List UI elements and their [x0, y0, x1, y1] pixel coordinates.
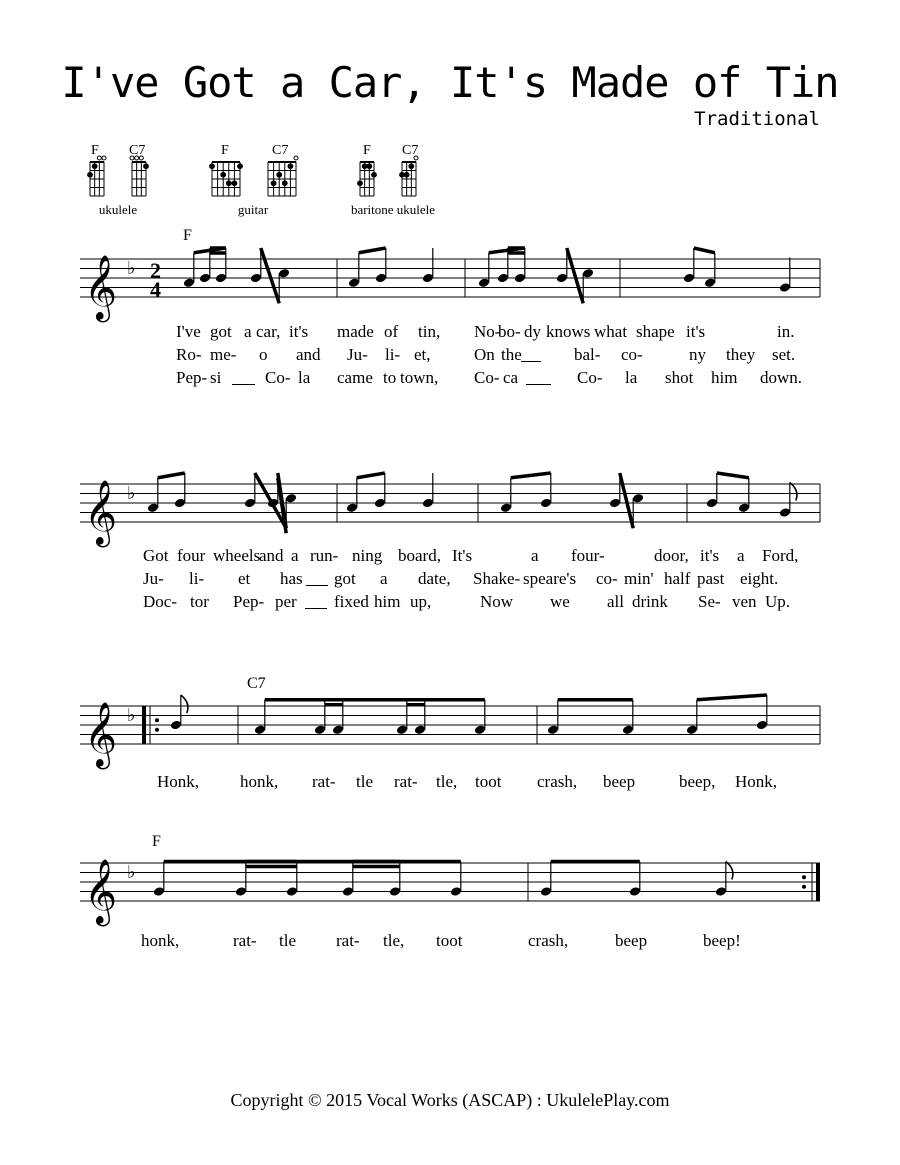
- lyric-syllable: et,: [414, 345, 431, 364]
- lyric-syllable: town,: [400, 368, 439, 387]
- note-beam: [620, 473, 633, 528]
- lyric-syllable: rat-: [233, 931, 257, 950]
- lyric-syllable: has: [280, 569, 303, 588]
- lyric-syllable: Ford,: [762, 546, 799, 565]
- lyric-syllable: Honk,: [735, 772, 778, 791]
- diagram-chord-name: F: [363, 143, 371, 158]
- diagram-chord-name: F: [91, 143, 99, 158]
- note-flag: [790, 483, 797, 501]
- lyric-syllable: beep: [603, 772, 636, 791]
- lyric-syllable: Got: [143, 546, 169, 565]
- lyric-syllable: ning: [352, 546, 383, 565]
- treble-clef: 𝄞: [84, 482, 118, 544]
- lyric-syllable: o: [259, 345, 268, 364]
- lyric-syllable: co-: [596, 569, 618, 588]
- lyric-syllable: him: [711, 368, 738, 387]
- lyric-syllable: tor: [190, 592, 209, 611]
- lyric-syllable: they: [726, 345, 756, 364]
- lyric-syllable: set.: [772, 345, 796, 364]
- composer-credit: Traditional: [694, 108, 820, 130]
- lyric-syllable: up,: [410, 592, 432, 611]
- lyric-syllable: me-: [210, 345, 237, 364]
- diagram-label-ukulele: ukulele: [98, 202, 138, 217]
- lyric-syllable: honk,: [141, 931, 180, 950]
- lyric-extender: [526, 384, 551, 385]
- lyric-syllable: rat-: [336, 931, 360, 950]
- note-beam: [158, 473, 185, 478]
- lyric-syllable: got: [334, 569, 356, 588]
- lyric-syllable: rat-: [394, 772, 418, 791]
- diagram-label-guitar: guitar: [237, 202, 269, 217]
- lyric-syllable: co-: [621, 345, 643, 364]
- lyric-syllable: date,: [418, 569, 451, 588]
- lyric-extender: [305, 608, 327, 609]
- lyric-syllable: Ju-: [143, 569, 164, 588]
- repeat-dot: [802, 875, 806, 879]
- lyric-syllable: crash,: [528, 931, 569, 950]
- lyric-syllable: It's: [452, 546, 473, 565]
- lyric-syllable: the: [501, 345, 522, 364]
- lyric-syllable: li-: [385, 345, 401, 364]
- lyric-syllable: all: [607, 592, 624, 611]
- lyric-syllable: a: [244, 322, 252, 341]
- diagram-label-baritone: baritone ukulele: [350, 202, 436, 217]
- lyric-syllable: a: [531, 546, 539, 565]
- lyric-syllable: beep: [615, 931, 648, 950]
- lyric-syllable: wheels: [213, 546, 261, 565]
- lyric-syllable: bal-: [574, 345, 601, 364]
- repeat-dot: [155, 728, 159, 732]
- lyric-extender: [521, 361, 541, 362]
- lyric-syllable: of: [384, 322, 399, 341]
- lyric-syllable: past: [697, 569, 725, 588]
- lyric-syllable: and: [259, 546, 284, 565]
- lyric-syllable: four-: [571, 546, 605, 565]
- lyric-syllable: we: [550, 592, 570, 611]
- lyric-syllable: beep!: [703, 931, 741, 950]
- note-flag: [181, 695, 188, 713]
- lyric-syllable: dy: [524, 322, 541, 341]
- lyric-syllable: it's: [700, 546, 720, 565]
- lyric-syllable: rat-: [312, 772, 336, 791]
- lyric-syllable: a: [291, 546, 299, 565]
- lyric-syllable: tin,: [418, 322, 441, 341]
- lyric-extender: [306, 585, 328, 586]
- diagram-chord-name: F: [221, 143, 229, 158]
- lyric-syllable: per: [275, 592, 297, 611]
- key-signature-flat: ♭: [127, 258, 136, 279]
- key-signature-flat: ♭: [127, 483, 136, 504]
- lyric-syllable: la: [625, 368, 638, 387]
- lyric-syllable: crash,: [537, 772, 578, 791]
- chord-symbol: F: [152, 833, 161, 850]
- lyric-syllable: tle,: [436, 772, 458, 791]
- lyric-syllable: in.: [777, 322, 795, 341]
- lyric-syllable: Se-: [698, 592, 721, 611]
- chord-symbol: F: [183, 227, 192, 244]
- diagram-chord-name: C7: [272, 143, 289, 158]
- lyric-syllable: Ro-: [176, 345, 202, 364]
- lyric-syllable: I've: [176, 322, 201, 341]
- lyric-syllable: made: [337, 322, 374, 341]
- lyric-syllable: ven: [732, 592, 757, 611]
- lyric-syllable: it's: [289, 322, 309, 341]
- repeat-dot: [155, 718, 159, 722]
- note-beam: [357, 473, 385, 478]
- lyric-syllable: what: [594, 322, 628, 341]
- note-beam: [717, 473, 749, 478]
- lyric-syllable: four: [177, 546, 206, 565]
- lyric-syllable: speare's: [523, 569, 577, 588]
- copyright-notice: Copyright © 2015 Vocal Works (ASCAP) : UkulelePlay.com: [230, 1090, 670, 1110]
- lyric-syllable: a: [380, 569, 388, 588]
- lyric-syllable: Honk,: [157, 772, 200, 791]
- lyric-syllable: half: [664, 569, 691, 588]
- lyric-syllable: car,: [256, 322, 281, 341]
- key-signature-flat: ♭: [127, 705, 136, 726]
- note-beam: [261, 248, 279, 303]
- lyric-syllable: On: [474, 345, 495, 364]
- lyric-syllable: came: [337, 368, 373, 387]
- note-beam: [511, 473, 551, 478]
- note-beam: [359, 248, 386, 253]
- lyric-syllable: got: [210, 322, 232, 341]
- lyric-syllable: Up.: [765, 592, 791, 611]
- lyric-syllable: li-: [189, 569, 205, 588]
- song-title: I've Got a Car, It's Made of Tin: [61, 58, 839, 107]
- diagram-chord-name: C7: [402, 143, 419, 158]
- lyric-syllable: si: [210, 368, 222, 387]
- note-beam: [694, 248, 715, 253]
- lyric-syllable: min': [624, 569, 654, 588]
- lyric-syllable: and: [296, 345, 321, 364]
- key-signature-flat: ♭: [127, 862, 136, 883]
- lyric-syllable: Ju-: [347, 345, 368, 364]
- lyric-syllable: run-: [310, 546, 339, 565]
- lyric-syllable: Co-: [265, 368, 291, 387]
- lyric-syllable: honk,: [240, 772, 279, 791]
- lyric-extender: [232, 384, 255, 385]
- repeat-dot: [802, 885, 806, 889]
- lyric-syllable: beep,: [679, 772, 716, 791]
- lyric-syllable: toot: [436, 931, 463, 950]
- lyric-syllable: knows: [546, 322, 591, 341]
- lyric-syllable: it's: [686, 322, 706, 341]
- lyric-syllable: ca: [503, 368, 519, 387]
- lyric-syllable: tle: [279, 931, 296, 950]
- lyric-syllable: to: [383, 368, 397, 387]
- chord-symbol: C7: [247, 675, 266, 692]
- lyric-syllable: Pep-: [176, 368, 208, 387]
- treble-clef: 𝄞: [84, 257, 118, 319]
- lyric-syllable: Shake-: [473, 569, 521, 588]
- note-beam: [278, 478, 286, 533]
- lyric-syllable: Pep-: [233, 592, 265, 611]
- note-beam: [697, 695, 767, 700]
- lyric-syllable: board,: [398, 546, 441, 565]
- lyric-syllable: Co-: [577, 368, 603, 387]
- lyric-syllable: tle,: [383, 931, 405, 950]
- lyric-syllable: Co-: [474, 368, 500, 387]
- lyric-syllable: drink: [632, 592, 668, 611]
- lyric-syllable: ny: [689, 345, 706, 364]
- note-flag: [726, 862, 733, 880]
- lyric-syllable: et: [238, 569, 251, 588]
- lyric-syllable: No-: [474, 322, 501, 341]
- lyric-syllable: tle: [356, 772, 373, 791]
- lyric-syllable: Now: [480, 592, 514, 611]
- treble-clef: 𝄞: [84, 861, 118, 923]
- lyric-syllable: down.: [760, 368, 803, 387]
- lyric-syllable: Doc-: [143, 592, 177, 611]
- time-signature-top: 2: [150, 258, 161, 283]
- diagram-chord-name: C7: [129, 143, 146, 158]
- lyric-syllable: shape: [636, 322, 675, 341]
- lyric-syllable: la: [298, 368, 311, 387]
- lyric-syllable: toot: [475, 772, 502, 791]
- treble-clef: 𝄞: [84, 704, 118, 766]
- lyric-syllable: a: [737, 546, 745, 565]
- time-signature-bottom: 4: [150, 277, 161, 302]
- lyric-syllable: shot: [665, 368, 694, 387]
- lyric-syllable: bo-: [498, 322, 521, 341]
- lyric-syllable: fixed: [334, 592, 369, 611]
- lyric-syllable: eight.: [740, 569, 779, 588]
- note-beam: [567, 248, 583, 303]
- lyric-syllable: door,: [654, 546, 689, 565]
- lyric-syllable: him: [374, 592, 401, 611]
